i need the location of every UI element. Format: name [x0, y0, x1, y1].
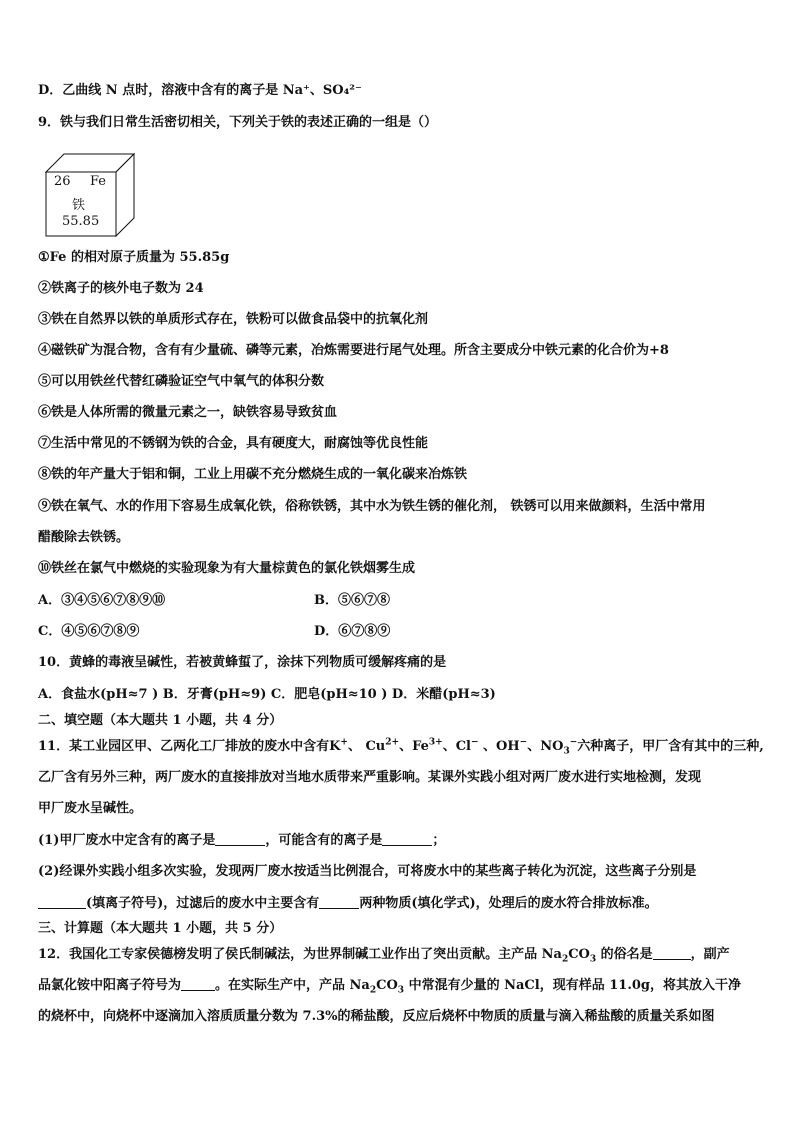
section-heading-calculation: 三、计算题（本大题共 1 小题，共 5 分） — [38, 921, 283, 936]
q12-line3: 的烧杯中，向烧杯中逐滴加入溶质质量分数为 7.3%的稀盐酸，反应后烧杯中物质的质量与滴入稀盐酸的质量关系如图 — [38, 1009, 715, 1024]
q9-statement: 醋酸除去铁锈。 — [38, 530, 130, 545]
element-mass: 55.85 — [62, 214, 100, 229]
element-number: 26 — [54, 174, 71, 189]
q9-statement: ⑥铁是人体所需的微量元素之一，缺铁容易导致贫血 — [38, 405, 338, 420]
q9-statement: ⑧铁的年产量大于铝和铜，工业上用碳不充分燃烧生成的一氧化碳来冶炼铁 — [38, 467, 468, 482]
q11-line3: 甲厂废水呈碱性。 — [38, 801, 143, 816]
answer-blank[interactable] — [319, 896, 359, 909]
answer-blank[interactable] — [653, 947, 691, 960]
q11-sub1: (1)甲厂废水中定含有的离子是 ，可能含有的离子是 ； — [38, 833, 446, 848]
answer-blank[interactable] — [38, 896, 86, 909]
q9-statement: ⑨铁在氧气、水的作用下容易生成氧化铁，俗称铁锈，其中水为铁生锈的催化剂， 铁锈可以用来做颜料，生活中常用 — [38, 499, 706, 514]
answer-blank[interactable] — [382, 833, 432, 846]
q9-statement: ⑦生活中常见的不锈钢为铁的合金，具有硬度大，耐腐蚀等优良性能 — [38, 436, 429, 451]
element-symbol: Fe — [90, 174, 107, 189]
q8-option-d: D．乙曲线 N 点时，溶液中含有的离子是 Na⁺、SO₄²⁻ — [38, 83, 362, 98]
q9-statement: ⑤可以用铁丝代替红磷验证空气中氧气的体积分数 — [38, 374, 325, 389]
q9-option-b: B．⑤⑥⑦⑧ — [314, 593, 390, 608]
q11-sub2-line1: (2)经课外实践小组多次实验，发现两厂废水按适当比例混合，可将废水中的某些离子转化为沉淀，这些离子分别是 — [38, 864, 697, 879]
q11-line1: 11．某工业园区甲、乙两化工厂排放的废水中含有K+、 $Cu^{2+}$、$Fe^{3+}$、Cl− 、OH−、$NO_3^-$六种离子，甲厂含有其中的三种, — [38, 737, 764, 757]
q9-statement: ④磁铁矿为混合物，含有有少量硫、磷等元素，冶炼需要进行尾气处理。所含主要成分中铁元素的化合价为+8 — [38, 343, 669, 358]
answer-blank[interactable] — [215, 833, 265, 846]
q9-statement: ②铁离子的核外电子数为 24 — [38, 281, 204, 296]
q10-stem: 10．黄蜂的毒液呈碱性，若被黄蜂蜇了，涂抹下列物质可缓解疼痛的是 — [38, 655, 447, 670]
q11-sub2-line2: (填离子符号)，过滤后的废水中主要含有 两种物质(填化学式)，处理后的废水符合排放标准。 — [38, 895, 658, 913]
q9-statement: ⑩铁丝在氯气中燃烧的实验现象为有大量棕黄色的氯化铁烟雾生成 — [38, 561, 416, 576]
q11-line2: 乙厂含有另外三种，两厂废水的直接排放对当地水质带来严重影响。某课外实践小组对两厂废水进行实地检测，发现 — [38, 770, 702, 785]
q9-option-c: C．④⑤⑥⑦⑧⑨ — [38, 624, 140, 639]
q9-option-d: D．⑥⑦⑧⑨ — [314, 624, 391, 639]
element-card-iron — [44, 152, 136, 238]
q9-statement: ①Fe 的相对原子质量为 55.85g — [38, 250, 230, 265]
q12-line1: 12．我国化工专家侯德榜发明了侯氏制碱法，为世界制碱工业作出了突出贡献。主产品 $Na_2CO_3$ 的俗名是 ，副产 — [38, 947, 730, 965]
q12-line2: 品氯化铵中阳离子符号为 。在实际生产中，产品 $Na_2CO_3$ 中常混有少量的 NaCl，现有样品 11.0g，将其放入干净 — [38, 978, 741, 996]
section-heading-fill-in: 二、填空题（本大题共 1 小题，共 4 分） — [38, 713, 283, 728]
element-name: 铁 — [72, 198, 86, 213]
q10-options: A．食盐水(pH≈7 ) B．牙膏(pH≈9) C．肥皂(pH≈10 ) D．米醋(pH≈3) — [38, 687, 496, 702]
q9-stem: 9．铁与我们日常生活密切相关，下列关于铁的表述正确的一组是（） — [38, 115, 438, 130]
answer-blank[interactable] — [181, 978, 215, 991]
q9-option-a: A．③④⑤⑥⑦⑧⑨⑩ — [38, 593, 166, 608]
q9-statement: ③铁在自然界以铁的单质形式存在，铁粉可以做食品袋中的抗氧化剂 — [38, 312, 429, 327]
